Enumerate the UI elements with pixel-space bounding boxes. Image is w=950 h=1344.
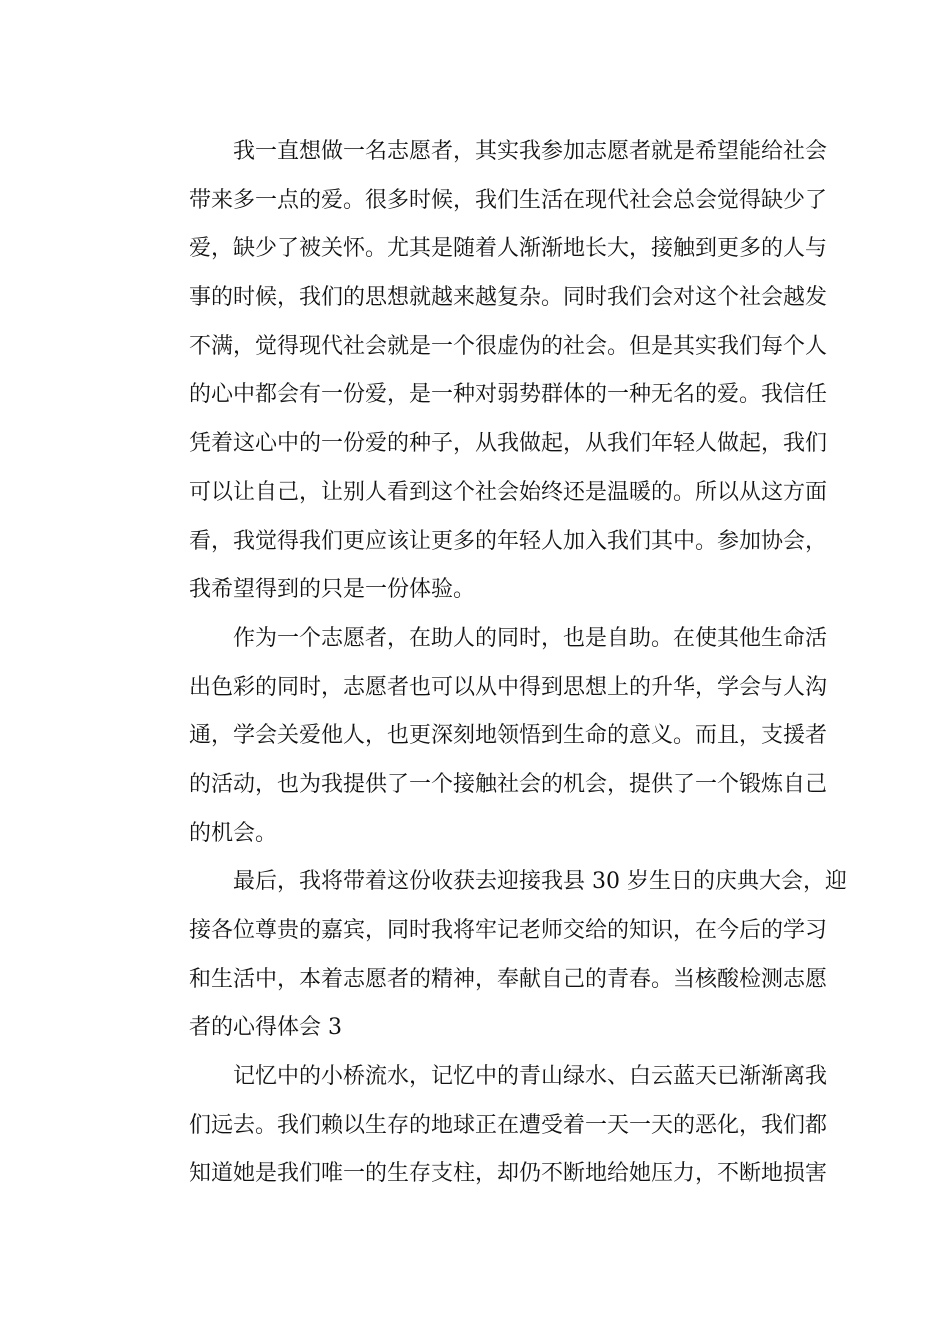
text-line: 的心中都会有一份爱，是一种对弱势群体的一种无名的爱。我信任 <box>189 382 828 408</box>
text-line: 的活动，也为我提供了一个接触社会的机会，提供了一个锻炼自己 <box>189 771 828 797</box>
paragraph <box>145 615 828 858</box>
text-line: 出色彩的同时，志愿者也可以从中得到思想上的升华，学会与人沟 <box>189 674 828 700</box>
paragraph <box>145 128 828 615</box>
text-line: 不满，觉得现代社会就是一个很虚伪的社会。但是其实我们每个人 <box>189 333 828 359</box>
text-line: 可以让自己，让别人看到这个社会始终还是温暖的。所以从这方面 <box>189 479 828 505</box>
text-line: 的机会。 <box>189 820 278 846</box>
text-line: 爱，缺少了被关怀。尤其是随着人渐渐地长大，接触到更多的人与 <box>189 236 828 262</box>
text-line: 记忆中的小桥流水，记忆中的青山绿水、白云蓝天已渐渐离我 <box>233 1064 828 1090</box>
document-body <box>145 128 847 1199</box>
text-line: 看，我觉得我们更应该让更多的年轻人加入我们其中。参加协会， <box>189 528 828 554</box>
text-line: 者的心得体会 3 <box>189 1015 342 1041</box>
text-line: 我一直想做一名志愿者，其实我参加志愿者就是希望能给社会 <box>233 139 828 164</box>
text-line: 带来多一点的爱。很多时候，我们生活在现代社会总会觉得缺少了 <box>189 187 828 213</box>
text-line: 通，学会关爱他人，也更深刻地领悟到生命的意义。而且，支援者 <box>189 723 828 749</box>
text-line: 我希望得到的只是一份体验。 <box>189 577 476 603</box>
text-line: 知道她是我们唯一的生存支柱，却仍不断地给她压力，不断地损害 <box>189 1161 828 1187</box>
text-line: 们远去。我们赖以生存的地球正在遭受着一天一天的恶化，我们都 <box>189 1112 828 1138</box>
text-line: 凭着这心中的一份爱的种子，从我做起，从我们年轻人做起，我们 <box>189 431 828 457</box>
text-line: 和生活中，本着志愿者的精神，奉献自己的青春。当核酸检测志愿 <box>189 966 828 992</box>
text-line: 接各位尊贵的嘉宾，同时我将牢记老师交给的知识，在今后的学习 <box>189 918 828 943</box>
text-line: 最后，我将带着这份收获去迎接我县 30 岁生日的庆典大会，迎 <box>233 869 847 895</box>
text-line: 作为一个志愿者，在助人的同时，也是自助。在使其他生命活 <box>233 625 828 651</box>
paragraph <box>145 858 847 1053</box>
text-line: 事的时候，我们的思想就越来越复杂。同时我们会对这个社会越发 <box>189 285 828 311</box>
paragraph <box>145 1053 828 1199</box>
